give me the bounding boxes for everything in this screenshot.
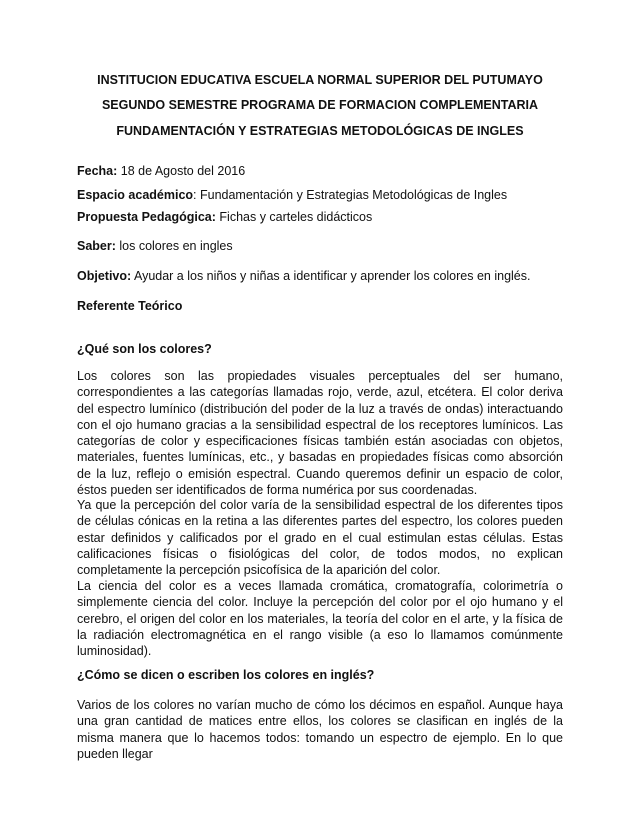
fecha-label: Fecha: bbox=[77, 164, 118, 178]
field-fecha bbox=[77, 163, 563, 179]
header-program: SEGUNDO SEMESTRE PROGRAMA DE FORMACION COMPLEMENTARIA bbox=[101, 98, 539, 112]
field-propuesta bbox=[77, 209, 563, 225]
fecha-value: 18 de Agosto del 2016 bbox=[117, 164, 246, 178]
header-institution: INSTITUCION EDUCATIVA ESCUELA NORMAL SUPERIOR DEL PUTUMAYO bbox=[97, 73, 543, 87]
saber-label: Saber: bbox=[77, 239, 116, 253]
espacio-value: : Fundamentación y Estrategias Metodológicas de Ingles bbox=[193, 188, 508, 202]
heading-referente: Referente Teórico bbox=[77, 299, 183, 313]
heading-como-se-dicen: ¿Cómo se dicen o escriben los colores en inglés? bbox=[77, 668, 375, 682]
field-objetivo bbox=[77, 268, 563, 284]
espacio-label: Espacio académico bbox=[77, 188, 194, 202]
field-saber bbox=[77, 238, 563, 254]
propuesta-value: Fichas y carteles didácticos bbox=[215, 210, 373, 224]
saber-value: los colores en ingles bbox=[115, 239, 233, 253]
paragraph-3: La ciencia del color es a veces llamada cromática, cromatografía, colorimetría o simplemente ciencia del color. Incluye la percepción del color por el ojo humano y el cerebro, el origen del color en los materiales, la teoría del color en el arte, y la física de la radiación electromagnética en el rango visible (a eso lo llamamos comúnmente luminosidad). bbox=[77, 579, 563, 659]
propuesta-label: Propuesta Pedagógica: bbox=[77, 210, 216, 224]
objetivo-value: Ayudar a los niños y niñas a identificar y aprender los colores en inglés. bbox=[131, 269, 531, 283]
heading-que-son-colores: ¿Qué son los colores? bbox=[77, 342, 212, 356]
paragraph-1: Los colores son las propiedades visuales perceptuales del ser humano, correspondientes a las categorías llamadas rojo, verde, azul, etcétera. El color deriva del espectro lumínico (distribución del poder de la luz a través de ondas) interactuando con el ojo humano gracias a la sensibilidad espectral de los receptores lumínicos. Las categorías de color y especificaciones físicas también están asociadas con objetos, materiales, fuentes lumínicas, etc., y basadas en propiedades físicas como absorción de la luz, reflejo o emisión espectral. Cuando queremos definir un espacio de color, éstos pueden ser identificados de forma numérica por sus coordenadas. bbox=[77, 369, 563, 498]
paragraph-2: Ya que la percepción del color varía de la sensibilidad espectral de los diferentes tipos de células cónicas en la retina a las diferentes partes del espectro, los colores pueden estar definidos y calificados por el grado en el cual estimulan estas células. Estas calificaciones físicas o fisiológicas del color, de todos modos, no explican completamente la percepción psicofísica de la aparición del color. bbox=[77, 498, 563, 578]
field-espacio bbox=[77, 187, 563, 203]
objetivo-label: Objetivo: bbox=[77, 269, 132, 283]
header-course: FUNDAMENTACIÓN Y ESTRATEGIAS METODOLÓGICAS DE INGLES bbox=[116, 124, 524, 138]
paragraph-4: Varios de los colores no varían mucho de cómo los décimos en español. Aunque haya una gran cantidad de matices entre ellos, los colores se clasifican en inglés de la misma manera que lo hacemos todos: tomando un espectro de ejemplo. En lo que pueden llegar bbox=[77, 698, 563, 761]
